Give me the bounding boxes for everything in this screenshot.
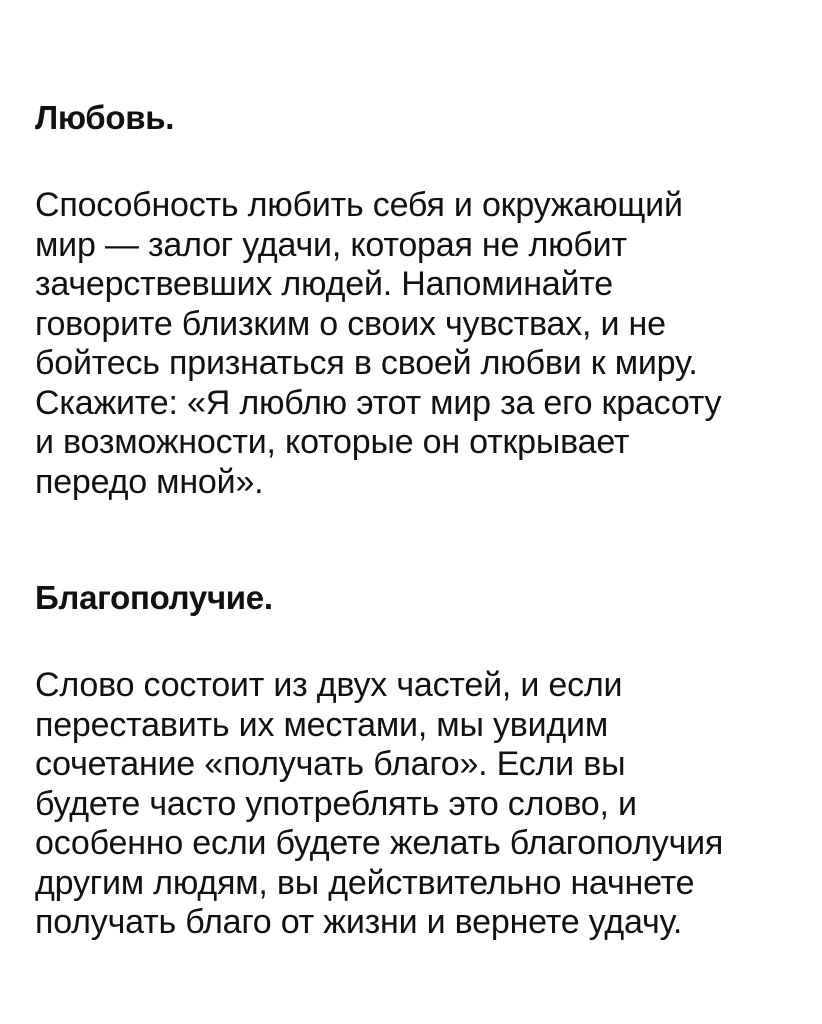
paragraph-line: и возможности, которые он открывает [35, 423, 630, 461]
paragraph-line: особенно если будете желать благополучия [35, 824, 724, 862]
paragraph-line: Способность любить себя и окружающий [35, 186, 683, 224]
paragraph-line: мир — залог удачи, которая не любит [35, 225, 627, 264]
section-heading: Любовь. [35, 99, 175, 136]
section-love [35, 98, 805, 502]
paragraph-line: зачерствевших людей. Напоминайте [35, 265, 613, 303]
paragraph-line: бойтесь признаться в своей любви к миру. [35, 344, 698, 382]
paragraph-line: будете часто употреблять это слово, и [35, 784, 637, 823]
paragraph-line: Слово состоит из двух частей, и если [35, 666, 623, 704]
paragraph-line: говорите близким о своих чувствах, и не [35, 304, 666, 343]
paragraph-line: передо мной». [35, 462, 264, 501]
paragraph-line: другим людям, вы действительно начнете [35, 863, 695, 902]
paragraph-line: Скажите: «Я люблю этот мир за его красоту [35, 383, 722, 422]
paragraph-line: сочетание «получать благо». Если вы [35, 745, 626, 783]
paragraph-line: переставить их местами, мы увидим [35, 705, 609, 744]
section-heading: Благополучие. [35, 579, 273, 616]
section-wellbeing [35, 578, 805, 943]
paragraph-line: получать благо от жизни и вернете удачу. [35, 903, 683, 941]
section-paragraph [35, 666, 805, 943]
section-paragraph [35, 186, 805, 502]
